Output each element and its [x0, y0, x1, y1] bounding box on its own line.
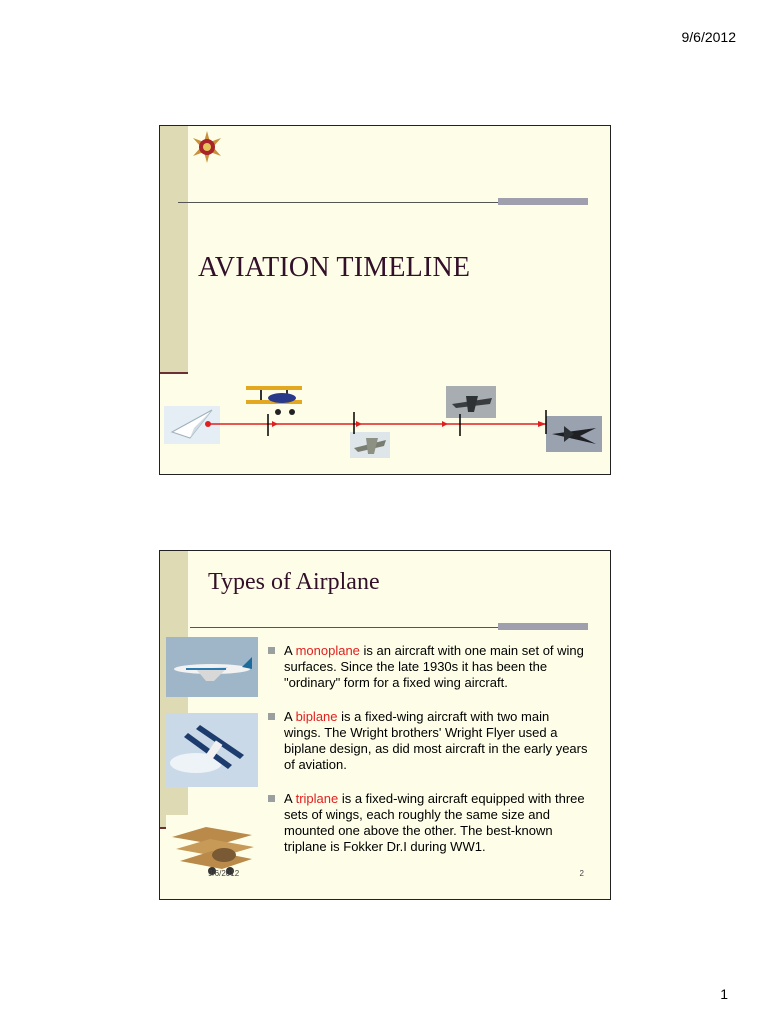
- slide-footer-number: 2: [579, 869, 584, 878]
- crest-icon: [190, 130, 224, 164]
- left-bar-foot: [160, 372, 188, 374]
- biplane-icon: [244, 384, 304, 416]
- paper-plane-icon: [164, 406, 220, 444]
- slide-title: AVIATION TIMELINE: [198, 252, 471, 283]
- slide-footer-date: 9/6/2012: [208, 869, 240, 878]
- stealth-jet-icon: [546, 416, 602, 452]
- title-rule-accent: [498, 198, 588, 205]
- bullet-square-icon: [268, 713, 275, 720]
- timeline-start-dot: [205, 421, 211, 427]
- bullet-monoplane: A monoplane is an aircraft with one main set of wing surfaces. Since the late 1930s it has been the "ordinary" form for a fixed wing aircraft.: [268, 643, 588, 691]
- bullet-triplane: A triplane is a fixed-wing aircraft equipped with three sets of wings, each roughly the same size and mounted one above the other. The best-known triplane is Fokker Dr.I during WW1.: [268, 791, 588, 855]
- bullet-square-icon: [268, 795, 275, 802]
- bullet-square-icon: [268, 647, 275, 654]
- slide-aviation-timeline: [159, 125, 611, 475]
- term-biplane: biplane: [295, 709, 338, 724]
- bullet-biplane: A biplane is a fixed-wing aircraft with two main wings. The Wright brothers' Wright Flyer used a biplane design, as did most aircraft in the early years of aviation.: [268, 709, 588, 773]
- page-date: 9/6/2012: [681, 29, 736, 45]
- title-rule-accent: [498, 623, 588, 630]
- slide-title: Types of Airplane: [208, 569, 380, 595]
- term-triplane: triplane: [295, 791, 339, 806]
- title-rule: [178, 202, 498, 203]
- left-accent-bar: [160, 126, 188, 372]
- aviation-timeline: [160, 376, 610, 466]
- page-number: 1: [720, 986, 728, 1002]
- propeller-fighter-icon: [350, 432, 390, 458]
- bullet-list: [268, 643, 588, 873]
- jet-icon: [446, 386, 496, 418]
- term-monoplane: monoplane: [295, 643, 360, 658]
- slide-types-of-airplane: [159, 550, 611, 900]
- monoplane-image: [166, 637, 258, 697]
- biplane-image: [166, 713, 258, 787]
- triplane-image: [166, 815, 258, 877]
- title-rule: [190, 627, 498, 628]
